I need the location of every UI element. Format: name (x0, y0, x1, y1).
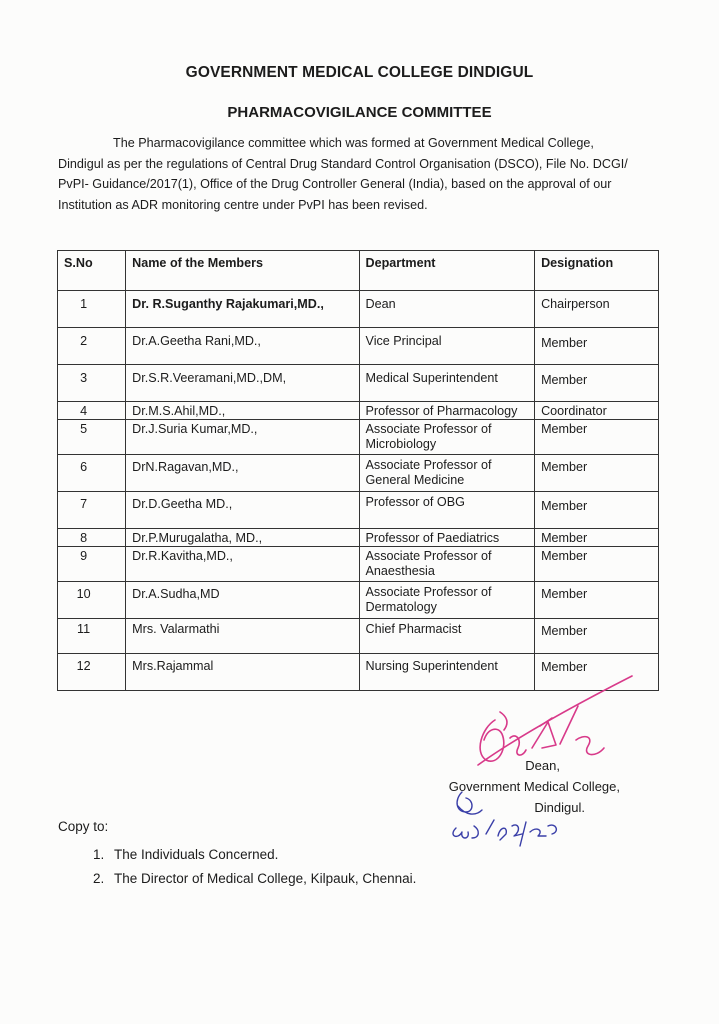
cell-designation: Member (535, 547, 659, 582)
header-name: Name of the Members (126, 251, 359, 291)
copy-to-section (58, 815, 416, 891)
cell-designation: Member (535, 420, 659, 455)
header-department: Department (359, 251, 535, 291)
cell-designation: Member (535, 619, 659, 654)
document-subtitle: PHARMACOVIGILANCE COMMITTEE (227, 104, 492, 121)
cell-designation: Member (535, 529, 659, 547)
cell-name: Mrs.Rajammal (126, 654, 359, 691)
cell-name: Dr.P.Murugalatha, MD., (126, 529, 359, 547)
cell-department: Dean (359, 291, 535, 328)
cell-sno: 3 (58, 365, 126, 402)
cell-department: Chief Pharmacist (359, 619, 535, 654)
cell-designation: Coordinator (535, 402, 659, 420)
cell-sno: 10 (58, 582, 126, 619)
cell-name: Dr. R.Suganthy Rajakumari,MD., (126, 291, 359, 328)
cell-department: Professor of Paediatrics (359, 529, 535, 547)
cell-sno: 11 (58, 619, 126, 654)
dean-signature (478, 676, 632, 765)
signatory-college: Government Medical College, (448, 779, 620, 794)
cell-sno: 5 (58, 420, 126, 455)
cell-sno: 4 (58, 402, 126, 420)
cell-name: Mrs. Valarmathi (126, 619, 359, 654)
cell-name: Dr.A.Geetha Rani,MD., (126, 328, 359, 365)
cell-department: Associate Professor of General Medicine (359, 455, 535, 492)
cell-department: Vice Principal (359, 328, 535, 365)
cell-department: Professor of Pharmacology (359, 402, 535, 420)
copy-to-list (58, 843, 416, 891)
intro-line-3: PvPI- Guidance/2017(1), Office of the Drug Controller General (India), based on the approval of our (58, 177, 612, 191)
cell-department: Medical Superintendent (359, 365, 535, 402)
cell-department: Associate Professor of Dermatology (359, 582, 535, 619)
list-item: 1. The Individuals Concerned. (108, 843, 416, 867)
signatory-title: Dean, (525, 758, 560, 773)
cell-name: Dr.J.Suria Kumar,MD., (126, 420, 359, 455)
cell-name: Dr.D.Geetha MD., (126, 492, 359, 529)
cell-name: DrN.Ragavan,MD., (126, 455, 359, 492)
copy-to-label: Copy to: (58, 819, 109, 834)
document-title: GOVERNMENT MEDICAL COLLEGE DINDIGUL (185, 64, 534, 81)
cell-designation: Member (535, 455, 659, 492)
cell-designation: Member (535, 328, 659, 365)
cell-department: Associate Professor of Anaesthesia (359, 547, 535, 582)
cell-sno: 6 (58, 455, 126, 492)
cell-designation: Chairperson (535, 291, 659, 328)
header-sno: S.No (58, 251, 126, 291)
cell-designation: Member (535, 492, 659, 529)
cell-department: Professor of OBG (359, 492, 535, 529)
cell-sno: 7 (58, 492, 126, 529)
cell-sno: 1 (58, 291, 126, 328)
cell-name: Dr.R.Kavitha,MD., (126, 547, 359, 582)
header-designation: Designation (535, 251, 659, 291)
cell-sno: 8 (58, 529, 126, 547)
intro-line-2: Dindigul as per the regulations of Central Drug Standard Control Organisation (DSCO), File No. DCGI/ (58, 156, 628, 171)
signatory-place: Dindigul. (534, 800, 585, 815)
cell-designation: Member (535, 365, 659, 402)
intro-line-1: The Pharmacovigilance committee which was formed at Government Medical College, (113, 136, 594, 150)
cell-designation: Member (535, 582, 659, 619)
cell-department: Associate Professor of Microbiology (359, 420, 535, 455)
cell-sno: 12 (58, 654, 126, 691)
cell-name: Dr.A.Sudha,MD (126, 582, 359, 619)
cell-name: Dr.M.S.Ahil,MD., (126, 402, 359, 420)
cell-sno: 2 (58, 328, 126, 365)
cell-department: Nursing Superintendent (359, 654, 535, 691)
list-item: 2. The Director of Medical College, Kilpauk, Chennai. (108, 867, 416, 891)
intro-line-4: Institution as ADR monitoring centre under PvPI has been revised. (58, 197, 428, 212)
cell-designation: Member (535, 654, 659, 691)
cell-name: Dr.S.R.Veeramani,MD.,DM, (126, 365, 359, 402)
cell-sno: 9 (58, 547, 126, 582)
